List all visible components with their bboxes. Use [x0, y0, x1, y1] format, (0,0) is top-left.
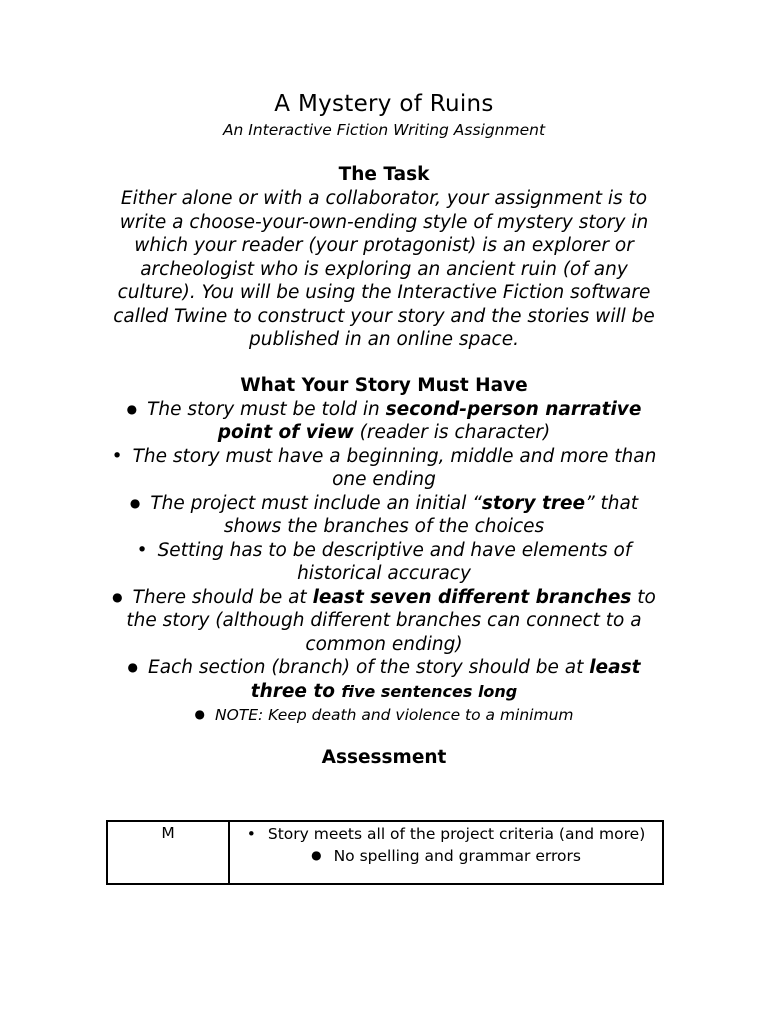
- bullet-icon: ●: [112, 589, 123, 604]
- requirement-text: There should be at: [132, 586, 313, 608]
- requirements-heading: What Your Story Must Have: [240, 374, 528, 396]
- requirement-item-setting: [104, 539, 664, 586]
- requirement-emphasis: least seven different branches: [312, 586, 632, 608]
- assignment-document: [104, 88, 664, 770]
- requirement-emphasis: second-person narrative point of view: [217, 398, 642, 443]
- assessment-heading: Assessment: [321, 747, 447, 768]
- assessment-table: [106, 820, 664, 885]
- task-description: Either alone or with a collaborator, your assignment is to write a choose-your-own-ending style of mystery story in which your reader (your protagonist) is an explorer or archeologist who is exploring an ancient ruin (of any culture). You will be using the Interactive Fiction software called Twine to construct your story and the stories will be published in an online space.: [113, 188, 655, 350]
- document-subtitle: An Interactive Fiction Writing Assignment: [222, 121, 546, 139]
- document-title: A Mystery of Ruins: [274, 91, 494, 117]
- bullet-icon: ●: [194, 707, 205, 721]
- criteria-text: Story meets all of the project criteria (and more): [267, 825, 646, 843]
- bullet-icon: ●: [311, 847, 322, 862]
- grade-cell: M: [108, 822, 230, 883]
- requirement-text: Setting has to be descriptive and have elements of historical accuracy: [157, 539, 632, 584]
- task-heading: The Task: [338, 164, 430, 185]
- bullet-icon: •: [246, 825, 256, 843]
- bullet-icon: •: [136, 539, 148, 561]
- criteria-item: [230, 845, 662, 867]
- requirement-text: NOTE: Keep death and violence to a minimum: [214, 706, 574, 724]
- criteria-item: [230, 824, 662, 845]
- requirement-text-end: to the story (although different branches can connect to a common ending): [126, 586, 656, 655]
- bullet-icon: ●: [127, 660, 139, 674]
- bullet-icon: ●: [126, 401, 138, 416]
- criteria-text: No spelling and grammar errors: [333, 846, 581, 865]
- requirements-list: [104, 398, 664, 727]
- requirement-item-structure: [104, 445, 664, 492]
- criteria-cell: [230, 822, 662, 883]
- requirement-item-story-tree: [104, 492, 664, 539]
- requirement-emphasis: least three to: [250, 657, 641, 702]
- requirement-text-end: (reader is character): [353, 422, 551, 443]
- requirement-item-section-length: [104, 656, 664, 703]
- requirement-item-pov: [104, 398, 664, 445]
- requirement-item-branches: [104, 586, 664, 657]
- bullet-icon: •: [111, 445, 123, 467]
- requirement-emphasis-end: five sentences long: [341, 681, 518, 701]
- requirement-emphasis: story tree: [481, 492, 586, 514]
- bullet-icon: ●: [129, 495, 141, 510]
- requirement-text: The story must have a beginning, middle and more than one ending: [132, 445, 657, 490]
- requirement-text-end: ” that shows the branches of the choices: [223, 492, 639, 537]
- requirement-item-note: [104, 703, 664, 726]
- requirement-text: The project must include an initial “: [150, 492, 482, 514]
- requirement-text: Each section (branch) of the story should be at: [148, 657, 590, 678]
- requirement-text: The story must be told in: [147, 398, 386, 420]
